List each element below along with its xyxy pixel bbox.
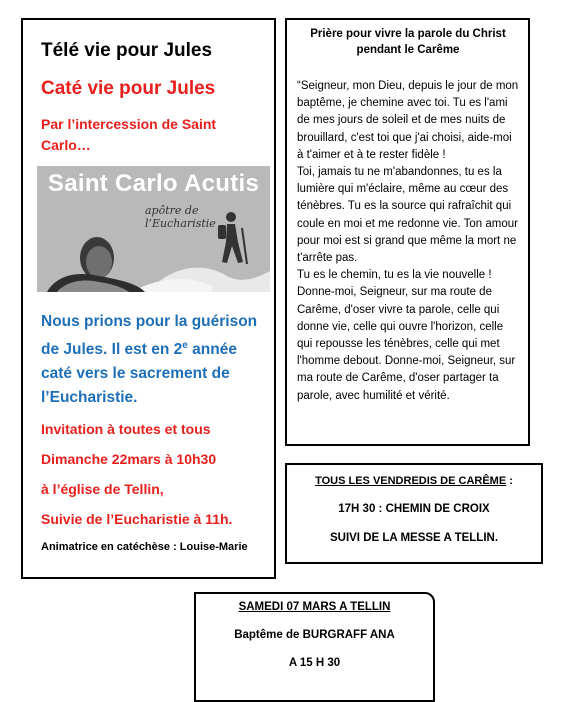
saint-carlo-image — [37, 166, 270, 292]
prayer-request-text — [41, 310, 264, 410]
animator-credit: Animatrice en catéchèse : Louise-Marie — [41, 541, 248, 554]
baptism-time: A 15 H 30 — [288, 657, 341, 669]
event-date: Dimanche 22mars à 10h30 — [41, 451, 217, 468]
fridays-heading-text: TOUS LES VENDREDIS DE CARÊME — [315, 475, 507, 487]
invitation-text: Invitation à toutes et tous — [41, 421, 211, 438]
left-announcement-box — [21, 18, 276, 579]
event-place: à l’église de Tellin, — [41, 481, 164, 498]
saturday-heading: SAMEDI 07 MARS A TELLIN — [238, 601, 391, 613]
fridays-box — [285, 463, 543, 564]
prayer-title: Prière pour vivre la parole du Christ pendant le Carême — [310, 28, 506, 56]
fridays-mass: SUIVI DE LA MESSE A TELLIN. — [329, 532, 499, 544]
fridays-stations: 17H 30 : CHEMIN DE CROIX — [338, 503, 490, 515]
title-tele-vie: Télé vie pour Jules — [41, 40, 213, 61]
intercession-text: Par l’intercession de Saint Carlo… — [41, 116, 217, 153]
image-subtitle: apôtre de l’Eucharistie — [145, 204, 216, 230]
prayer-body — [297, 78, 519, 405]
prayer-paragraph: “Seigneur, mon Dieu, depuis le jour de mon baptême, je chemine avec toi. Tu es l'ami de mes jours de soleil et de mes nuits de brouillard, c'est toi que j'ai choisi, aide-moi à t'aimer et à te rester fidèle ! — [297, 80, 519, 161]
saturday-box — [194, 592, 435, 702]
prayer-request-superscript: e — [182, 340, 188, 351]
prayer-request-part1: Nous prions pour la guérison de Jules. Il est en 2 — [41, 313, 258, 359]
prayer-box — [285, 18, 530, 446]
title-cate-vie: Caté vie pour Jules — [41, 78, 216, 99]
event-eucharist: Suivie de l’Eucharistie à 11h. — [41, 511, 233, 528]
image-title: Saint Carlo Acutis — [47, 170, 260, 197]
fridays-heading — [291, 475, 537, 487]
prayer-request-part2: année caté vers le sacrement de l’Eucharistie. — [41, 341, 237, 407]
fridays-heading-colon: : — [506, 475, 513, 487]
prayer-paragraph: Tu es le chemin, tu es la vie nouvelle ! Donne-moi, Seigneur, sur ma route de Carême, d'oser vivre ta parole, celle qui donne vie, celle qui ouvre l'horizon, celle qui repousse les ténèbres, celle qui met l'homme debout. Donne-moi, Seigneur, sur ma route de Carême, d'oser partager ta parole, avec humilité et vérité. — [297, 269, 516, 402]
baptism-text: Baptême de BURGRAFF ANA — [234, 629, 395, 641]
prayer-paragraph: Toi, jamais tu ne m'abandonnes, tu es la lumière qui m'éclaire, même au cœur des ténèbres. Tu es la source qui rafraîchit qui coule en moi et me redonne vie. Ton amour pour moi est si grand que même la mort ne t'arrête pas. — [297, 166, 518, 265]
